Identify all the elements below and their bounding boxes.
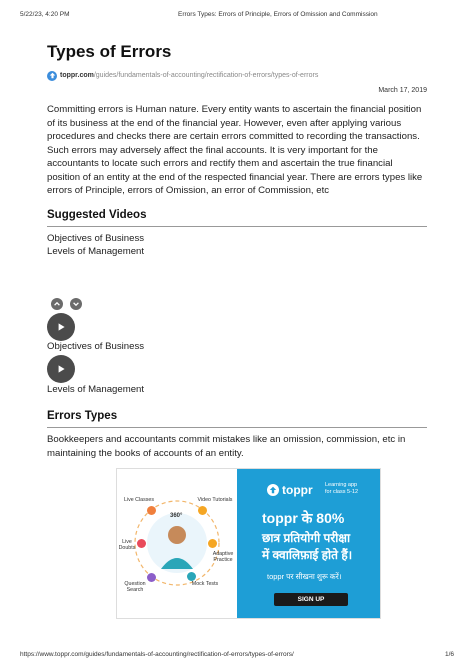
- ad-tagline: toppr पर सीखना शुरू करें।: [267, 572, 342, 581]
- link-arrow-icon: [47, 71, 57, 81]
- intro-line: of its business at the end of the financial year. However, even after applying various: [47, 117, 402, 129]
- section-divider: [47, 427, 427, 428]
- badge-line: Learning app: [325, 482, 358, 488]
- ad-headline: छात्र प्रतियोगी परीक्षा: [262, 531, 351, 545]
- live-doubts-icon: [137, 539, 146, 548]
- section-divider: [47, 226, 427, 227]
- feature-label: Mock Tests: [191, 581, 219, 587]
- feature-label: Live Doubts: [118, 539, 136, 551]
- feature-label: Adaptive Practice: [212, 551, 234, 563]
- ad-headline: में क्वालिफ़ाई होते हैं।: [262, 548, 353, 562]
- source-path: /guides/fundamentals-of-accounting/rectification-of-errors/types-of-errors: [93, 72, 319, 79]
- ad-promo-panel: [237, 469, 380, 618]
- feature-label: Live Classes: [123, 497, 155, 503]
- paragraph-line: maintaining the books of accounts of an entity.: [47, 447, 244, 459]
- source-link[interactable]: [47, 70, 318, 81]
- chevron-down-icon: [72, 300, 80, 308]
- play-button[interactable]: [47, 313, 75, 341]
- paragraph-line: Bookkeepers and accountants commit mistakes like an omission, commission, etc in: [47, 434, 406, 445]
- print-datetime: 5/22/23, 4:20 PM: [20, 11, 70, 18]
- ad-headline: toppr के 80%: [262, 510, 345, 526]
- scroll-up-button[interactable]: [51, 298, 63, 310]
- chevron-up-icon: [53, 300, 61, 308]
- print-footer-url: https://www.toppr.com/guides/fundamentals-of-accounting/rectification-of-errors/types-of-errors/: [20, 651, 294, 658]
- errors-types-heading: Errors Types: [47, 410, 118, 422]
- scroll-down-button[interactable]: [70, 298, 82, 310]
- intro-line: accountants to locate such errors and rectify them and ascertain the true financial: [47, 158, 393, 169]
- brand-name: toppr: [282, 483, 313, 497]
- mock-tests-icon: [187, 572, 196, 581]
- video-link-objectives[interactable]: Objectives of Business: [47, 233, 145, 244]
- intro-line: Committing errors is Human nature. Every entity wants to ascertain the financial position: [47, 104, 422, 115]
- video-title: Objectives of Business: [47, 341, 145, 352]
- video-tutorials-icon: [198, 506, 207, 515]
- adaptive-practice-icon: [208, 539, 217, 548]
- play-button[interactable]: [47, 355, 75, 383]
- wheel-center-label: 360°: [170, 513, 183, 519]
- intro-line: Such errors may adversely affect the final accounts. It is very important for the: [47, 144, 378, 156]
- errors-types-paragraph: [47, 433, 429, 460]
- intro-line: position of an entity at the end of the respected financial year. There are errors types like: [47, 171, 423, 183]
- intro-paragraph: [47, 103, 429, 198]
- suggested-videos-heading: Suggested Videos: [47, 209, 147, 221]
- toppr-ad-banner[interactable]: [116, 468, 381, 619]
- publish-date: March 17, 2019: [378, 87, 427, 94]
- page-title: Types of Errors: [47, 42, 172, 61]
- live-classes-icon: [147, 506, 156, 515]
- play-icon: [55, 321, 67, 333]
- toppr-logo: [267, 483, 313, 497]
- video-link-levels[interactable]: Levels of Management: [47, 246, 145, 257]
- intro-line: procedures and checks there are certain errors committed to recording the transactions.: [47, 131, 420, 142]
- print-page-number: 1/6: [444, 651, 454, 658]
- sign-up-button[interactable]: SIGN UP: [274, 593, 348, 606]
- source-domain: toppr.com: [60, 72, 94, 79]
- video-title: Levels of Management: [47, 384, 145, 395]
- intro-line: errors of Principle, errors of Omission, an error of Commission, etc: [47, 185, 330, 196]
- feature-label: Video Tutorials: [197, 497, 233, 503]
- badge-line: for class 5-12: [325, 489, 359, 495]
- play-icon: [55, 363, 67, 375]
- feature-label: Question Search: [124, 581, 146, 593]
- learning-app-badge: [325, 482, 358, 496]
- toppr-logo-icon: [267, 484, 279, 496]
- print-doc-title: Errors Types: Errors of Principle, Errors of Omission and Commission: [178, 11, 378, 18]
